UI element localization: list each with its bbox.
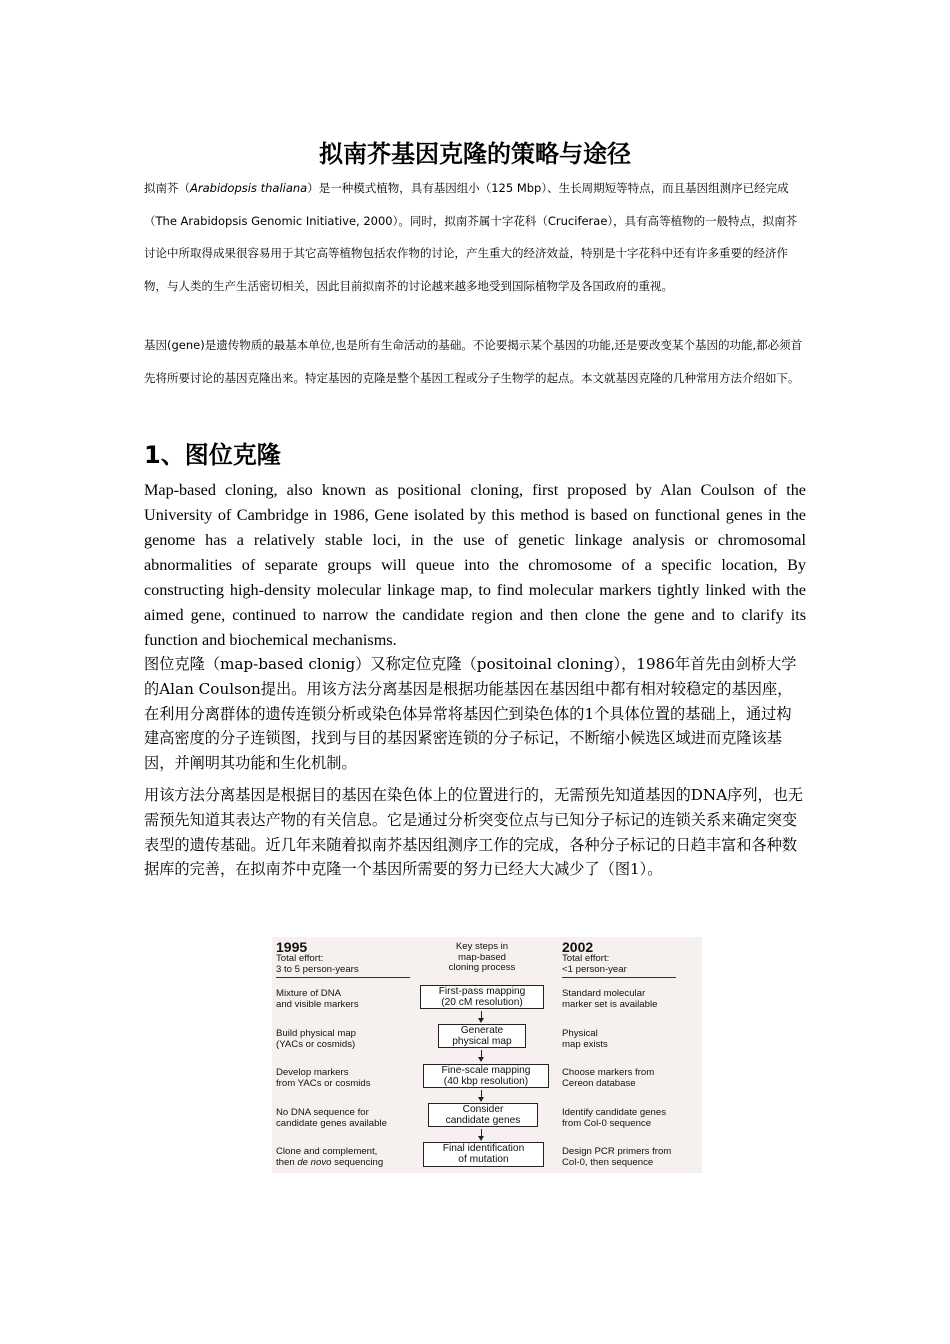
step-text: Physical: [562, 1028, 598, 1039]
step-text: Col-0, then sequence: [562, 1156, 654, 1168]
header-text: map-based: [458, 951, 506, 963]
header-text: Key steps in: [455, 941, 509, 952]
arrow-down-icon: [481, 1090, 482, 1098]
right-step-3: [562, 1068, 702, 1089]
document-title: 拟南芥基因克隆的策略与途径: [319, 140, 631, 168]
figure-right-header: [562, 940, 627, 975]
year-2002: 2002: [562, 939, 594, 955]
process-box-2: [438, 1024, 526, 1048]
step-text: marker set is available: [562, 998, 658, 1010]
box-text: Generate: [460, 1025, 504, 1036]
step-text: [276, 1158, 424, 1169]
box-text: (40 kbp resolution): [443, 1075, 529, 1087]
right-step-5: [562, 1147, 702, 1168]
step-text: Choose markers from: [562, 1067, 655, 1078]
header-text: cloning process: [448, 962, 516, 973]
step-text-part: then: [276, 1156, 298, 1168]
left-step-4: [276, 1108, 424, 1129]
arrow-down-icon: [481, 1129, 482, 1137]
step-text: Cereon database: [562, 1077, 636, 1089]
intro-text-b: ）是一种模式植物，具有基因组小（125 Mbp）、生长周期短等特点，而且基因组测序已经完成（The Arabidopsis Genomic Initiative, 2000）。同时，拟南芥属十字花科（Cruciferae），具有高等植物的一般特点，拟南芥讨论中所取得成果很容易用于其它高等植物包括农作物的讨论，产生重大的经济效益，特别是十字花科中还有许多重要的经济作物，与人类的生产生活密切相关，因此目前拟南芥的讨论越来越多地受到国际植物学及各国政府的重视。: [144, 181, 798, 293]
step-text: (YACs or cosmids): [276, 1038, 356, 1050]
process-box-5: [423, 1142, 544, 1167]
step-text-italic: de novo: [297, 1156, 332, 1168]
step-text: Standard molecular: [562, 988, 646, 999]
step-text: Develop markers: [276, 1067, 349, 1078]
step-text: and visible markers: [276, 998, 359, 1010]
process-box-4: [428, 1103, 538, 1127]
right-step-2: [562, 1029, 702, 1050]
english-paragraph: Map-based cloning, also known as positional cloning, first proposed by Alan Coulson of the University of Cambridge in 1986, Gene isolated by this method is based on functional genes in the genome has a relatively stable loci, in the use of genetic linkage analysis or chromosomal abnormalities of separate groups will queue into the chromosome of a specific location, By constructing high-density molecular linkage map, to find molecular markers tightly linked with the aimed gene, continued to narrow the candidate region and then clone the gene and to clarify its function and biochemical mechanisms.: [144, 481, 806, 649]
figure-center-header: [432, 942, 532, 974]
process-box-1: [420, 985, 544, 1009]
step-text: from Col-0 sequence: [562, 1117, 652, 1129]
box-text: First-pass mapping: [438, 986, 526, 997]
section-heading: 1、图位克隆: [144, 441, 281, 469]
step-text: from YACs or cosmids: [276, 1077, 371, 1089]
left-step-5: [276, 1147, 424, 1168]
arrow-down-icon: [481, 1050, 482, 1058]
header-text: <1 person-year: [562, 963, 627, 975]
intro-paragraph-2: 基因(gene)是遗传物质的最基本单位,也是所有生命活动的基础。不论要揭示某个基因的功能,还是要改变某个基因的功能,都必须首先将所要讨论的基因克隆出来。特定基因的克隆是整个基因工程或分子生物学的起点。本文就基因克隆的几种常用方法介绍如下。: [144, 338, 803, 385]
box-text: candidate genes: [445, 1114, 521, 1126]
right-rule: [562, 977, 676, 978]
left-rule: [276, 977, 410, 978]
header-text: 3 to 5 person-years: [276, 963, 359, 975]
step-text: Build physical map: [276, 1028, 356, 1039]
step-text: candidate genes available: [276, 1117, 387, 1129]
left-step-3: [276, 1068, 424, 1089]
box-text: Consider: [462, 1104, 504, 1115]
step-text-part: sequencing: [331, 1156, 384, 1168]
figure-left-header: [276, 940, 359, 975]
step-text: Design PCR primers from: [562, 1146, 672, 1157]
box-text: Final identification: [442, 1143, 525, 1154]
left-step-2: [276, 1029, 424, 1050]
year-1995: 1995: [276, 939, 308, 955]
figure-map-based-cloning: [272, 937, 702, 1173]
step-text: No DNA sequence for: [276, 1107, 369, 1118]
arrow-down-icon: [481, 1011, 482, 1019]
right-step-1: [562, 989, 702, 1010]
step-text: Identify candidate genes: [562, 1107, 667, 1118]
box-text: (20 cM resolution): [441, 996, 523, 1008]
box-text: physical map: [452, 1035, 512, 1047]
chinese-paragraph-1: 图位克隆（map-based clonig）又称定位克隆（positoinal cloning），1986年首先由剑桥大学的Alan Coulson提出。用该方法分离基因是根据功能基因在基因组中都有相对较稳定的基因座，在利用分离群体的遗传连锁分析或染色体异常将基因伫到染色体的1个具体位置的基础上，通过构建高密度的分子连锁图，找到与目的基因紧密连锁的分子标记，不断缩小候选区域进而克隆该基因，并阐明其功能和生化机制。: [144, 655, 797, 773]
step-text: Clone and complement,: [276, 1146, 378, 1157]
intro-text-a: 拟南芥（: [144, 181, 190, 195]
step-text: Mixture of DNA: [276, 988, 342, 999]
box-text: Fine-scale mapping: [441, 1065, 531, 1076]
header-text: Total effort:: [276, 953, 324, 964]
process-box-3: [423, 1064, 549, 1088]
step-text: map exists: [562, 1038, 608, 1050]
left-step-1: [276, 989, 424, 1010]
header-text: Total effort:: [562, 953, 610, 964]
box-text: of mutation: [458, 1153, 509, 1165]
intro-paragraph-1: [144, 172, 804, 302]
right-step-4: [562, 1108, 702, 1129]
chinese-paragraph-2: 用该方法分离基因是根据目的基因在染色体上的位置进行的，无需预先知道基因的DNA序列，也无需预先知道其表达产物的有关信息。它是通过分析突变位点与已知分子标记的连锁关系来确定突变表型的遗传基础。近几年来随着拟南芥基因组测序工作的完成，各种分子标记的日趋丰富和各种数据库的完善，在拟南芥中克隆一个基因所需要的努力已经大大减少了（图1）。: [144, 786, 804, 879]
species-name: Arabidopsis thaliana: [190, 181, 308, 195]
